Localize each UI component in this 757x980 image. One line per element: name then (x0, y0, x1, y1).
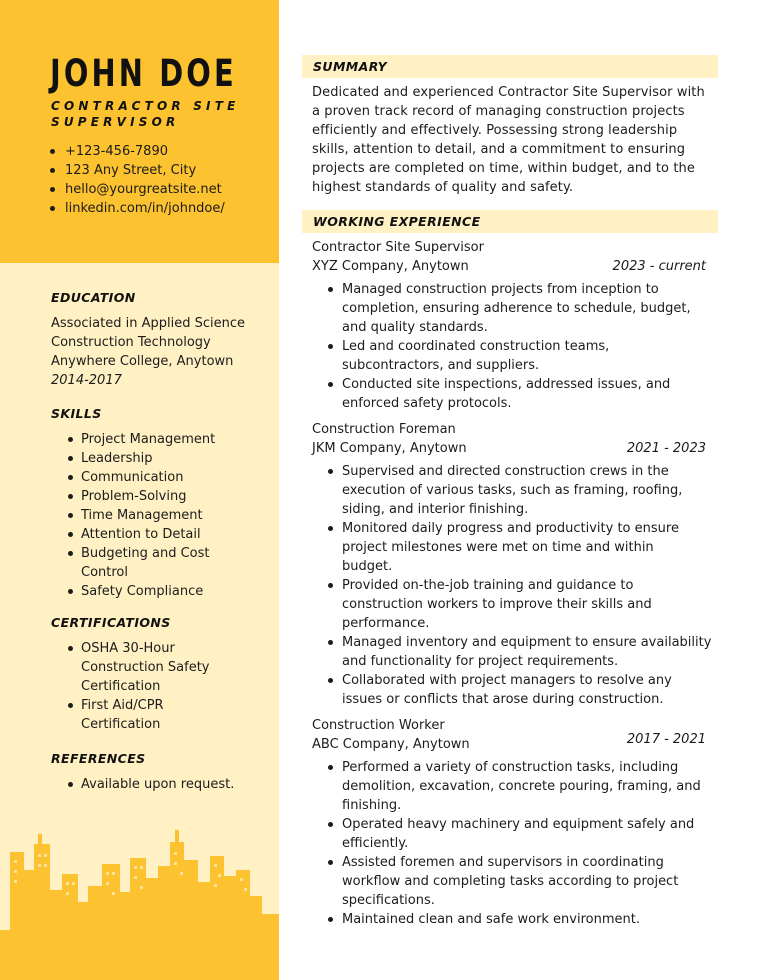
job-bullet: Monitored daily progress and productivity to ensure project milestones were met on time and within budget. (328, 519, 698, 576)
skill-item: Communication (68, 468, 268, 487)
contact-email (50, 180, 225, 199)
job-company: JKM Company, Anytown (312, 441, 467, 456)
phone-text: +123-456-7890 (65, 144, 168, 159)
experience-heading: WORKING EXPERIENCE (313, 214, 481, 229)
job-bullet: Operated heavy machinery and equipment safely and efficiently. (328, 815, 713, 853)
certifications-list (68, 639, 228, 734)
skill-item: Time Management (68, 506, 268, 525)
contact-list (50, 142, 225, 218)
candidate-role: CONTRACTOR SITE SUPERVISOR (51, 99, 240, 129)
job-title: Construction Foreman (312, 422, 456, 437)
summary-heading-band (302, 55, 718, 78)
bullet-icon (50, 206, 55, 211)
job-bullet: Managed inventory and equipment to ensure availability and functionality for project requirements. (328, 633, 713, 671)
skill-item: Project Management (68, 430, 268, 449)
job-bullet-list (328, 462, 713, 709)
city-skyline-graphic (0, 830, 279, 980)
job-dates: 2017 - 2021 (626, 732, 706, 747)
summary-heading: SUMMARY (313, 59, 388, 74)
contact-phone (50, 142, 225, 161)
skills-list (68, 430, 268, 601)
job-bullet: Led and coordinated construction teams, subcontractors, and suppliers. (328, 337, 648, 375)
references-list (68, 775, 268, 794)
certifications-heading: CERTIFICATIONS (51, 615, 171, 630)
education-school: Anywhere College, Anytown (51, 354, 234, 369)
bullet-icon (50, 149, 55, 154)
job-bullet: Managed construction projects from inception to completion, ensuring adherence to schedule, budget, and quality standards. (328, 280, 713, 337)
education-heading: EDUCATION (51, 290, 136, 305)
sidebar-header-panel (0, 0, 279, 263)
experience-heading-band (302, 210, 718, 233)
job-dates: 2023 - current (612, 259, 706, 274)
job-dates: 2021 - 2023 (626, 441, 706, 456)
skill-item: Budgeting and Cost Control (68, 544, 218, 582)
job-company: ABC Company, Anytown (312, 737, 470, 752)
skill-item: Attention to Detail (68, 525, 268, 544)
education-degree-line1: Associated in Applied Science (51, 316, 245, 331)
education-years: 2014-2017 (51, 373, 122, 388)
address-text: 123 Any Street, City (65, 163, 197, 178)
contact-address (50, 161, 225, 180)
certification-item: OSHA 30-Hour Construction Safety Certification (68, 639, 228, 696)
email-text: hello@yourgreatsite.net (65, 182, 222, 197)
skill-item: Leadership (68, 449, 268, 468)
job-bullet: Performed a variety of construction tasks, including demolition, excavation, concrete pouring, framing, and finishing. (328, 758, 713, 815)
reference-item: Available upon request. (68, 775, 268, 794)
job-bullet: Conducted site inspections, addressed issues, and enforced safety protocols. (328, 375, 713, 413)
job-bullet-list (328, 758, 713, 929)
linkedin-text: linkedin.com/in/johndoe/ (65, 201, 225, 216)
job-company: XYZ Company, Anytown (312, 259, 469, 274)
job-title: Construction Worker (312, 718, 445, 733)
skill-item: Problem-Solving (68, 487, 268, 506)
bullet-icon (50, 168, 55, 173)
job-bullet: Provided on-the-job training and guidance to construction workers to improve their skills and performance. (328, 576, 668, 633)
job-bullet: Collaborated with project managers to resolve any issues or conflicts that arose during construction. (328, 671, 713, 709)
job-bullet-list (328, 280, 713, 413)
education-degree-line2: Construction Technology (51, 335, 211, 350)
job-bullet: Assisted foremen and supervisors in coordinating workflow and completing tasks according to project specifications. (328, 853, 713, 910)
job-bullet: Supervised and directed construction crews in the execution of various tasks, such as framing, roofing, siding, and interior finishing. (328, 462, 713, 519)
skill-item: Safety Compliance (68, 582, 268, 601)
bullet-icon (50, 187, 55, 192)
skills-heading: SKILLS (51, 406, 102, 421)
summary-text: Dedicated and experienced Contractor Site Supervisor with a proven track record of managing construction projects efficiently and effectively. Possessing strong leadership skills, attention to detail, and a commitment to ensuring projects are completed on time, within budget, and to the highest standards of quality and safety. (312, 85, 705, 195)
references-heading: REFERENCES (51, 751, 146, 766)
contact-linkedin (50, 199, 225, 218)
job-title: Contractor Site Supervisor (312, 240, 484, 255)
candidate-name: JOHN DOE (50, 52, 237, 95)
certification-item: First Aid/CPR Certification (68, 696, 178, 734)
job-bullet: Maintained clean and safe work environment. (328, 910, 713, 929)
